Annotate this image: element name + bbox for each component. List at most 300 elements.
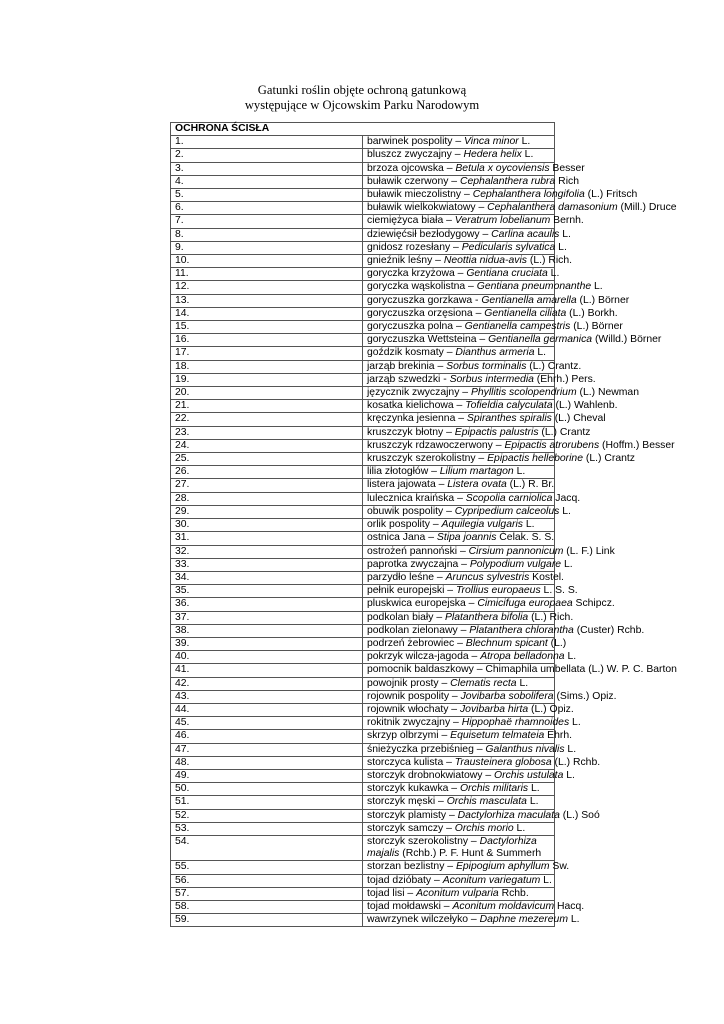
polish-name: podkolan zielonawy –: [367, 624, 470, 636]
author-citation: L.: [561, 558, 573, 570]
table-row: [171, 149, 555, 162]
latin-name: Sorbus intermedia: [449, 373, 534, 385]
polish-name: goryczuszka gorzkawa -: [367, 294, 482, 306]
row-number: 57.: [171, 887, 363, 900]
latin-name: Cypripedium calceolus: [454, 505, 560, 517]
author-citation: (L.) Soó: [559, 809, 600, 821]
row-number: 3.: [171, 162, 363, 175]
author-citation: (Sims.) Opiz.: [553, 690, 617, 702]
latin-name: Gentiana cruciata: [466, 268, 548, 280]
row-number: 53.: [171, 822, 363, 835]
author-citation: L.: [513, 466, 526, 478]
latin-name: Gentianella germanica: [488, 334, 593, 346]
species-cell: [363, 703, 574, 716]
polish-name: obuwik pospolity –: [367, 505, 455, 517]
author-citation: (L.) Opiz.: [528, 703, 574, 715]
polish-name: tojad dzióbaty –: [367, 874, 443, 886]
species-cell: [363, 360, 582, 373]
author-citation: (Custer) Rchb.: [573, 624, 645, 636]
table-row: [171, 255, 555, 268]
polish-name: paprotka zwyczajna –: [367, 558, 470, 570]
latin-name: Cephalanthera rubra: [459, 175, 556, 187]
polish-name: ostnica Jana –: [367, 532, 437, 544]
table-row: [171, 360, 555, 373]
polish-name: buławik mieczolistny –: [367, 189, 473, 201]
polish-name: gnieźnik leśny –: [367, 255, 444, 267]
row-number: 36.: [171, 598, 363, 611]
row-number: 51.: [171, 796, 363, 809]
latin-name: Daphne mezereum: [479, 914, 568, 926]
latin-name: Platanthera bifolia: [445, 611, 529, 623]
author-citation: L.: [569, 717, 581, 729]
row-number: 58.: [171, 900, 363, 913]
author-citation: L.: [567, 914, 580, 926]
author-citation: (L.) Cheval: [551, 413, 606, 425]
species-cell: [363, 914, 580, 927]
table-row: [171, 809, 555, 822]
row-number: 39.: [171, 637, 363, 650]
row-number: 2.: [171, 149, 363, 162]
author-citation: L.: [522, 519, 535, 531]
species-table: [170, 122, 677, 927]
author-citation: Hacq.: [554, 900, 585, 912]
latin-name: Cephalanthera damasonium: [487, 202, 618, 214]
latin-name: Veratrum lobelianum: [454, 215, 551, 227]
row-number: 38.: [171, 624, 363, 637]
polish-name: buławik czerwony –: [367, 175, 460, 187]
author-citation: L.: [513, 822, 526, 834]
row-number: 12.: [171, 281, 363, 294]
row-number: 11.: [171, 268, 363, 281]
species-cell: [363, 585, 578, 598]
table-row: [171, 189, 555, 202]
author-citation: (L.) Börner: [576, 294, 630, 306]
title-line-1: Gatunki roślin objęte ochroną gatunkową: [257, 83, 467, 97]
latin-name: Epipactis helleborine: [487, 453, 583, 465]
author-citation: L. S. S.: [540, 585, 578, 597]
table-row: [171, 532, 555, 545]
author-citation: (Willd.) Börner: [592, 334, 662, 346]
species-cell: [363, 268, 560, 281]
species-cell: [363, 783, 555, 796]
table-row: [171, 664, 555, 677]
latin-name: Aconitum variegatum: [442, 874, 541, 886]
species-cell: [363, 874, 555, 887]
table-row: [171, 624, 555, 637]
latin-name: Jovibarba hirta: [459, 703, 529, 715]
table-row: [171, 492, 555, 505]
row-number: 20.: [171, 387, 363, 400]
polish-name: storczyk plamisty –: [367, 809, 458, 821]
latin-name: Jovibarba sobolifera: [460, 690, 554, 702]
table-row: [171, 703, 555, 716]
species-cell: [363, 175, 579, 188]
author-citation: (Mill.) Druce: [617, 202, 677, 214]
row-number: 6.: [171, 202, 363, 215]
author-citation: Ehrh.: [544, 730, 573, 742]
species-cell: [363, 439, 675, 452]
table-row: [171, 637, 555, 650]
table-row: [171, 268, 555, 281]
latin-name: Orchis morio: [454, 822, 514, 834]
table-row: [171, 334, 555, 347]
table-row: [171, 281, 555, 294]
row-number: 59.: [171, 914, 363, 927]
polish-name: rojownik pospolity –: [367, 690, 461, 702]
latin-name: Phyllitis scolopendrium: [470, 387, 577, 399]
polish-name: kruszczyk szerokolistny –: [367, 453, 488, 465]
author-citation: (L.) Börner: [570, 321, 623, 333]
table-row: [171, 202, 555, 215]
polish-name: pokrzyk wilcza-jagoda –: [367, 651, 481, 663]
polish-name: tojad mołdawski –: [367, 900, 453, 912]
row-number: 32.: [171, 545, 363, 558]
species-cell: [363, 162, 585, 175]
polish-name: rokitnik zwyczajny –: [367, 717, 462, 729]
species-cell: [363, 387, 639, 400]
latin-name: Gentianella campestris: [464, 321, 571, 333]
author-citation: Bernh.: [550, 215, 584, 227]
species-cell: [363, 571, 564, 584]
polish-name: storczyca kulista –: [367, 756, 455, 768]
row-number: 34.: [171, 571, 363, 584]
species-cell: [363, 887, 555, 900]
table-row: [171, 717, 555, 730]
species-cell: [363, 466, 555, 479]
author-citation: Schipcz.: [572, 598, 615, 610]
row-number: 7.: [171, 215, 363, 228]
table-row: [171, 545, 555, 558]
polish-name: podkolan biały –: [367, 611, 445, 623]
table-row: [171, 585, 555, 598]
polish-name: pomocnik baldaszkowy – Chimaphila umbellata (L.) W. P. C. Barton: [367, 664, 677, 676]
species-cell: [363, 189, 638, 202]
species-cell: [363, 611, 574, 624]
species-cell: [363, 347, 555, 360]
latin-name: Cimicifuga europaea: [477, 598, 573, 610]
latin-name: Gentiana pneumonanthe: [476, 281, 592, 293]
polish-name: storczyk szerokolistny –: [367, 835, 480, 847]
polish-name: wawrzynek wilczełyko –: [367, 914, 480, 926]
table-row: [171, 136, 555, 149]
latin-name: Platanthera chlorantha: [469, 624, 574, 636]
polish-name: kręczynka jesienna –: [367, 413, 467, 425]
row-number: 10.: [171, 255, 363, 268]
author-citation: (L.) Wahlenb.: [552, 400, 618, 412]
table-row: [171, 783, 555, 796]
species-cell: [363, 519, 555, 532]
polish-name: tojad lisi –: [367, 887, 417, 899]
row-number: 4.: [171, 175, 363, 188]
table-row: [171, 611, 555, 624]
latin-name: Aconitum vulparia: [416, 887, 499, 899]
latin-name: Vinca minor: [464, 136, 519, 148]
species-cell: [363, 637, 567, 650]
row-number: 14.: [171, 307, 363, 320]
table-row: [171, 400, 555, 413]
row-number: 33.: [171, 558, 363, 571]
author-citation: (L.) Newman: [576, 387, 639, 399]
table-row: [171, 413, 555, 426]
author-citation: L.: [559, 228, 571, 240]
row-number: 37.: [171, 611, 363, 624]
latin-name: Scopolia carniolica: [465, 492, 553, 504]
row-number: 40.: [171, 651, 363, 664]
author-citation: (L.) Rich.: [527, 255, 573, 267]
author-citation: (Ehrh.) Pers.: [533, 373, 596, 385]
table-row: [171, 321, 555, 334]
table-row: [171, 677, 555, 690]
row-number: 48.: [171, 756, 363, 769]
polish-name: jarząb szwedzki -: [367, 373, 450, 385]
latin-name: Listera ovata: [447, 479, 507, 491]
table-row: [171, 690, 555, 703]
latin-name: Hippophaë rhamnoides: [461, 717, 570, 729]
polish-name: lilia złotogłów –: [367, 466, 440, 478]
polish-name: buławik wielkokwiatowy –: [367, 202, 488, 214]
table-row: [171, 769, 555, 782]
species-cell: [363, 690, 617, 703]
species-cell: [363, 558, 573, 571]
author-citation: (Rchb.) P. F. Hunt & Summerh: [399, 848, 542, 860]
table-row: [171, 822, 555, 835]
author-citation: (L.) R. Br.: [506, 479, 555, 491]
row-number: 30.: [171, 519, 363, 532]
row-number: 46.: [171, 730, 363, 743]
polish-name: kosatka kielichowa –: [367, 400, 466, 412]
table-row: [171, 426, 555, 439]
species-cell: [363, 479, 555, 492]
row-number: 1.: [171, 136, 363, 149]
author-citation: L.: [555, 241, 567, 253]
polish-name: goryczuszka Wettsteina –: [367, 334, 489, 346]
row-number: 13.: [171, 294, 363, 307]
author-citation: L.: [559, 505, 571, 517]
latin-name: Atropa belladonna: [480, 651, 565, 663]
latin-name: Pedicularis sylvatica: [461, 241, 556, 253]
polish-name: goryczka wąskolistna –: [367, 281, 477, 293]
latin-name: Blechnum spicant: [465, 637, 548, 649]
table-row: [171, 373, 555, 386]
species-cell: [363, 307, 618, 320]
table-row: [171, 874, 555, 887]
row-number: 31.: [171, 532, 363, 545]
author-citation: L.: [518, 136, 531, 148]
latin-name: Sorbus torminalis: [446, 360, 527, 372]
row-number: 21.: [171, 400, 363, 413]
species-cell: [363, 743, 577, 756]
author-citation: L.: [526, 796, 539, 808]
latin-name: Polypodium vulgare: [469, 558, 562, 570]
table-row: [171, 505, 555, 518]
species-cell: [363, 796, 555, 809]
polish-name: kruszczyk błotny –: [367, 426, 455, 438]
table-row: [171, 900, 555, 913]
polish-name: rojownik włochaty –: [367, 703, 460, 715]
row-number: 9.: [171, 241, 363, 254]
row-number: 26.: [171, 466, 363, 479]
section-header-row: [171, 123, 555, 136]
row-number: 35.: [171, 585, 363, 598]
author-citation: (L.) Fritsch: [584, 189, 638, 201]
row-number: 17.: [171, 347, 363, 360]
species-cell: [363, 453, 635, 466]
table-row: [171, 347, 555, 360]
polish-name: storzan bezlistny –: [367, 861, 456, 873]
latin-name: Dianthus armeria: [455, 347, 535, 359]
row-number: 49.: [171, 769, 363, 782]
row-number: 8.: [171, 228, 363, 241]
table-row: [171, 241, 555, 254]
row-number: 22.: [171, 413, 363, 426]
row-number: 18.: [171, 360, 363, 373]
species-cell: [363, 255, 573, 268]
species-cell: [363, 149, 555, 162]
table-row: [171, 651, 555, 664]
species-cell: [363, 730, 573, 743]
polish-name: języcznik zwyczajny –: [367, 387, 471, 399]
species-cell: [363, 215, 584, 228]
table-row: [171, 558, 555, 571]
polish-name: orlik pospolity –: [367, 519, 442, 531]
species-cell: [363, 598, 615, 611]
polish-name: goryczuszka orzęsiona –: [367, 307, 485, 319]
table-row: [171, 730, 555, 743]
author-citation: Kostel.: [529, 571, 564, 583]
row-number: 25.: [171, 453, 363, 466]
species-cell: [363, 202, 677, 215]
latin-name: Orchis militaris: [459, 783, 529, 795]
row-number: 42.: [171, 677, 363, 690]
latin-name: Dactylorhiza maculata: [457, 809, 560, 821]
table-row: [171, 453, 555, 466]
author-citation: L.: [547, 268, 560, 280]
row-number: 23.: [171, 426, 363, 439]
author-citation: (L.) Crantz: [583, 453, 635, 465]
table-row: [171, 439, 555, 452]
latin-name: Lilium martagon: [439, 466, 514, 478]
table-row: [171, 861, 555, 874]
document-title: [0, 83, 724, 113]
author-citation: (Hoffm.) Besser: [599, 439, 675, 451]
species-cell: [363, 769, 575, 782]
latin-name: Cirsium pannonicum: [468, 545, 564, 557]
author-citation: (L.) Rich.: [528, 611, 574, 623]
polish-name: storczyk samczy –: [367, 822, 455, 834]
latin-name: Epipactis atrorubens: [504, 439, 600, 451]
row-number: 41.: [171, 664, 363, 677]
table-row: [171, 796, 555, 809]
latin-name: Gentianella amarella: [481, 294, 577, 306]
species-cell: [363, 505, 571, 518]
author-citation: Čelak. S. S.: [496, 532, 555, 544]
latin-name: Dactylorhiza majalis: [367, 835, 537, 860]
section-header: OCHRONA ŚCISŁA: [171, 123, 555, 136]
table-row: [171, 162, 555, 175]
latin-name: Spiranthes spiralis: [466, 413, 552, 425]
polish-name: skrzyp olbrzymi –: [367, 730, 451, 742]
author-citation: L.: [528, 783, 540, 795]
table-row: [171, 835, 555, 860]
row-number: 29.: [171, 505, 363, 518]
polish-name: storczyk drobnokwiatowy –: [367, 769, 495, 781]
species-table-body: [171, 123, 677, 927]
polish-name: ciemiężyca biała –: [367, 215, 455, 227]
latin-name: Carlina acaulis: [491, 228, 560, 240]
row-number: 15.: [171, 321, 363, 334]
species-cell: [363, 492, 581, 505]
author-citation: (L.) Crantz.: [526, 360, 582, 372]
species-cell: [363, 651, 577, 664]
species-cell: [363, 717, 581, 730]
species-cell: [363, 835, 555, 860]
table-row: [171, 887, 555, 900]
author-citation: Sw.: [549, 861, 570, 873]
author-citation: L.: [534, 347, 547, 359]
polish-name: storczyk męski –: [367, 796, 447, 808]
latin-name: Galanthus nivalis: [485, 743, 565, 755]
latin-name: Aruncus sylvestris: [445, 571, 530, 583]
polish-name: pluskwica europejska –: [367, 598, 478, 610]
polish-name: barwinek pospolity –: [367, 136, 465, 148]
polish-name: goryczka krzyżowa –: [367, 268, 467, 280]
author-citation: (L.): [547, 637, 567, 649]
row-number: 56.: [171, 874, 363, 887]
row-number: 55.: [171, 861, 363, 874]
latin-name: Aquilegia vulgaris: [441, 519, 523, 531]
latin-name: Hedera helix: [463, 149, 522, 161]
author-citation: L.: [521, 149, 534, 161]
row-number: 54.: [171, 835, 363, 860]
polish-name: goździk kosmaty –: [367, 347, 456, 359]
polish-name: gnidosz rozesłany –: [367, 241, 462, 253]
latin-name: Cephalanthera longifolia: [472, 189, 585, 201]
author-citation: L.: [564, 743, 577, 755]
author-citation: Jacq.: [552, 492, 581, 504]
table-row: [171, 466, 555, 479]
species-cell: [363, 624, 645, 637]
author-citation: (L. F.) Link: [563, 545, 615, 557]
latin-name: Trausteinera globosa: [454, 756, 552, 768]
latin-name: Betula x oycoviensis: [455, 162, 550, 174]
species-cell: [363, 373, 596, 386]
author-citation: Besser: [549, 162, 585, 174]
row-number: 16.: [171, 334, 363, 347]
row-number: 44.: [171, 703, 363, 716]
polish-name: ostrożeń pannoński –: [367, 545, 469, 557]
row-number: 28.: [171, 492, 363, 505]
row-number: 27.: [171, 479, 363, 492]
table-row: [171, 519, 555, 532]
latin-name: Epipactis palustris: [454, 426, 539, 438]
polish-name: lulecznica kraińska –: [367, 492, 466, 504]
author-citation: (L.) Borkh.: [566, 307, 618, 319]
author-citation: (L.) Crantz: [538, 426, 591, 438]
species-cell: [363, 136, 555, 149]
table-row: [171, 307, 555, 320]
table-row: [171, 387, 555, 400]
table-row: [171, 294, 555, 307]
row-number: 52.: [171, 809, 363, 822]
polish-name: jarząb brekinia –: [367, 360, 447, 372]
latin-name: Equisetum telmateia: [450, 730, 545, 742]
row-number: 19.: [171, 373, 363, 386]
table-row: [171, 743, 555, 756]
row-number: 24.: [171, 439, 363, 452]
species-cell: [363, 294, 630, 307]
latin-name: Orchis masculata: [446, 796, 527, 808]
species-cell: [363, 545, 615, 558]
